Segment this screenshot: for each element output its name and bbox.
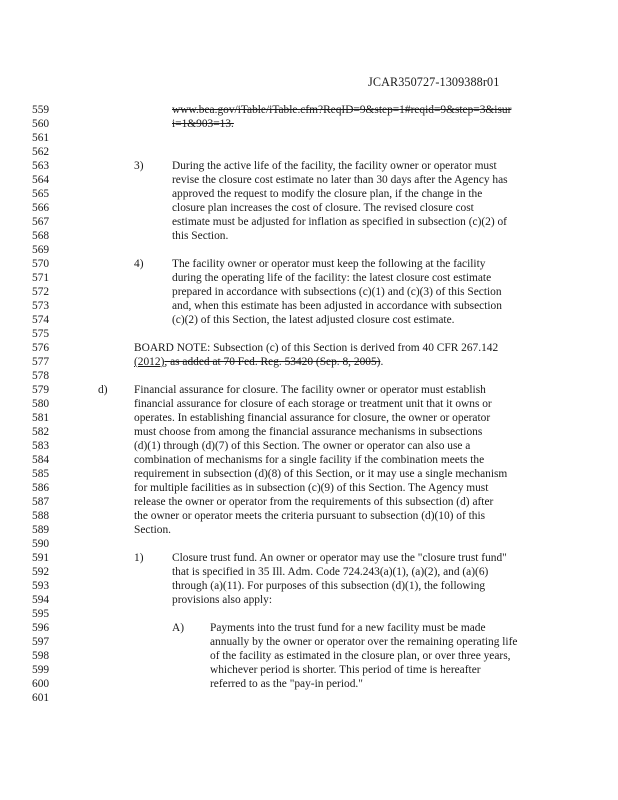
line-number: 596 xyxy=(32,622,50,634)
line-number: 572 xyxy=(32,286,50,298)
line-number: 579 xyxy=(32,384,50,396)
paragraph-line: through (a)(11). For purposes of this subsection (d)(1), the following xyxy=(172,580,486,592)
period: . xyxy=(380,356,384,368)
deleted-text: , as added at 70 Fed. Reg. 53420 (Sep. 8, 2005) xyxy=(164,356,381,368)
paragraph-line: The facility owner or operator must keep the following at the facility xyxy=(172,258,486,270)
paragraph-line: for multiple facilities as in subsection (c)(9) of this Section. The Agency must xyxy=(134,482,489,494)
paragraph-line: revise the closure cost estimate no later than 30 days after the Agency has xyxy=(172,174,508,186)
paragraph-line: referred to as the "pay-in period." xyxy=(210,678,363,690)
line-number: 569 xyxy=(32,244,50,256)
line-number: 567 xyxy=(32,216,50,228)
board-note-line xyxy=(134,355,383,369)
line-number: 576 xyxy=(32,342,50,354)
line-number: 583 xyxy=(32,440,50,452)
line-number: 598 xyxy=(32,650,50,662)
line-number: 590 xyxy=(32,538,50,550)
board-note-line: BOARD NOTE: Subsection (c) of this Section is derived from 40 CFR 267.142 xyxy=(134,342,499,354)
paragraph-line: (d)(1) through (d)(7) of this Section. The owner or operator can also use a xyxy=(134,440,471,452)
line-number: 574 xyxy=(32,314,50,326)
line-number: 595 xyxy=(32,608,50,620)
line-number: 565 xyxy=(32,188,50,200)
line-number: 588 xyxy=(32,510,50,522)
deleted-url-line: i=1&903=13. xyxy=(172,118,234,130)
line-number: 585 xyxy=(32,468,50,480)
line-number: 561 xyxy=(32,132,50,144)
line-number: 592 xyxy=(32,566,50,578)
line-number: 586 xyxy=(32,482,50,494)
paragraph-line: Section. xyxy=(134,524,172,536)
paragraph-line: Payments into the trust fund for a new facility must be made xyxy=(210,622,486,634)
item-label: A) xyxy=(172,622,185,634)
line-number: 584 xyxy=(32,454,50,466)
line-number: 564 xyxy=(32,174,50,186)
line-number: 581 xyxy=(32,412,50,424)
paragraph-line: operates. In establishing financial assurance for closure, the owner or operator xyxy=(134,412,491,424)
section-label: d) xyxy=(98,384,108,396)
paragraph-line: During the active life of the facility, the facility owner or operator must xyxy=(172,160,497,172)
paragraph-line: this Section. xyxy=(172,230,229,242)
line-number: 601 xyxy=(32,692,50,704)
paragraph-line: Closure trust fund. An owner or operator may use the "closure trust fund" xyxy=(172,552,507,564)
line-number: 582 xyxy=(32,426,50,438)
line-number: 570 xyxy=(32,258,50,270)
line-number: 599 xyxy=(32,664,50,676)
paragraph-line: (c)(2) of this Section, the latest adjusted closure cost estimate. xyxy=(172,314,455,326)
line-number: 573 xyxy=(32,300,50,312)
paragraph-line: Financial assurance for closure. The facility owner or operator must establish xyxy=(134,384,486,396)
inserted-text: (2012) xyxy=(134,356,165,368)
line-number: 568 xyxy=(32,230,50,242)
line-number: 577 xyxy=(32,356,50,368)
line-number: 563 xyxy=(32,160,50,172)
paragraph-line: the owner or operator meets the criteria pursuant to subsection (d)(10) of this xyxy=(134,510,486,522)
item-label: 3) xyxy=(134,160,144,172)
paragraph-line: of the facility as estimated in the closure plan, or over three years, xyxy=(210,650,511,662)
item-label: 4) xyxy=(134,258,144,270)
paragraph-line: closure plan increases the cost of closure. The revised closure cost xyxy=(172,202,474,214)
paragraph-line: release the owner or operator from the requirements of this subsection (d) after xyxy=(134,496,494,508)
line-number: 593 xyxy=(32,580,50,592)
line-number: 597 xyxy=(32,636,50,648)
paragraph-line: that is specified in 35 Ill. Adm. Code 724.243(a)(1), (a)(2), and (a)(6) xyxy=(172,566,489,578)
line-number: 587 xyxy=(32,496,50,508)
paragraph-line: combination of mechanisms for a single facility if the combination meets the xyxy=(134,454,485,466)
line-number: 589 xyxy=(32,524,50,536)
document-id-header: JCAR350727-1309388r01 xyxy=(368,75,500,89)
paragraph-line: whichever period is shorter. This period of time is hereafter xyxy=(210,664,481,676)
paragraph-line: and, when this estimate has been adjusted in accordance with subsection xyxy=(172,300,502,312)
line-number: 566 xyxy=(32,202,50,214)
line-number: 600 xyxy=(32,678,50,690)
line-number: 578 xyxy=(32,370,50,382)
line-number: 575 xyxy=(32,328,50,340)
paragraph-line: during the operating life of the facility: the latest closure cost estimate xyxy=(172,272,492,284)
line-number: 591 xyxy=(32,552,50,564)
line-number: 559 xyxy=(32,104,50,116)
deleted-url-line: www.bea.gov/iTable/iTable.cfm?ReqID=9&step=1#reqid=9&step=3&isur xyxy=(172,104,512,116)
paragraph-line: approved the request to modify the closure plan, if the change in the xyxy=(172,188,483,200)
line-number: 594 xyxy=(32,594,50,606)
line-number: 571 xyxy=(32,272,50,284)
item-label: 1) xyxy=(134,552,144,564)
paragraph-line: must choose from among the financial assurance mechanisms in subsections xyxy=(134,426,483,438)
paragraph-line: prepared in accordance with subsections (c)(1) and (c)(3) of this Section xyxy=(172,286,502,298)
line-number: 560 xyxy=(32,118,50,130)
paragraph-line: provisions also apply: xyxy=(172,594,272,606)
line-number: 562 xyxy=(32,146,50,158)
paragraph-line: annually by the owner or operator over the remaining operating life xyxy=(210,636,518,648)
paragraph-line: estimate must be adjusted for inflation as specified in subsection (c)(2) of xyxy=(172,216,507,228)
paragraph-line: requirement in subsection (d)(8) of this Section, or it may use a single mechanism xyxy=(134,468,508,480)
paragraph-line: financial assurance for closure of each storage or treatment unit that it owns or xyxy=(134,398,492,410)
line-number: 580 xyxy=(32,398,50,410)
